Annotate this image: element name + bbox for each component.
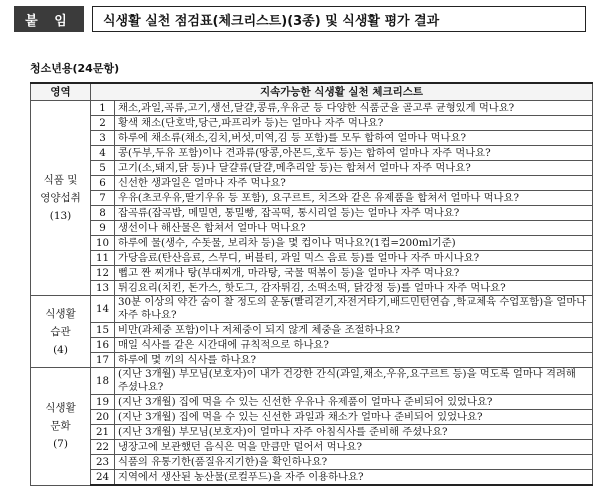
item-number: 4 [91,146,115,161]
item-text: (지난 3개월) 집에 먹을 수 있는 신선한 과일과 채소가 얼마나 준비되어 있었나요? [115,410,593,425]
item-number: 15 [91,323,115,338]
item-text: (지난 3개월) 집에 먹을 수 있는 신선한 우유나 유제품이 얼마나 준비되어 있었나요? [115,395,593,410]
item-text: (지난 3개월) 부모님(보호자)이 내가 건강한 간식(과일,채소,우유,요구르트 등)을 먹도록 얼마나 격려해 주셨나요? [115,368,593,395]
item-number: 18 [91,368,115,395]
item-text: 30분 이상의 약간 숨이 찰 정도의 운동(빨리걷기,자전거타기,배드민턴연습 ,학교체육 수업포함)을 얼마나 자주 하나요? [115,296,593,323]
table-row [31,221,593,236]
table-row [31,191,593,206]
checklist-body [31,101,593,486]
item-number: 3 [91,131,115,146]
table-row [31,455,593,470]
checklist-table [30,82,593,486]
document-title: 식생활 실천 점검표(체크리스트)(3종) 및 식생활 평가 결과 [92,6,586,32]
item-text: 채소,과일,곡류,고기,생선,달걀,콩류,우유군 등 다양한 식품군을 골고루 균형있게 먹나요? [115,101,593,116]
item-number: 19 [91,395,115,410]
category-line: (7) [53,438,68,451]
item-text: 냉장고에 보관했던 음식은 먹을 만큼만 덜어서 먹나요? [115,440,593,455]
category-line: (4) [53,343,68,356]
category-cell [31,101,91,296]
attachment-tag: 붙 임 [14,6,84,32]
item-number: 2 [91,116,115,131]
area-column-header: 영역 [31,83,91,101]
table-row [31,161,593,176]
table-row [31,410,593,425]
item-text: 튀김요리(치킨, 돈가스, 핫도그, 감자튀김, 소떡소떡, 닭강정 등)를 얼마나 자주 먹나요? [115,281,593,296]
item-number: 14 [91,296,115,323]
table-row [31,338,593,353]
document-header [14,6,588,36]
item-number: 7 [91,191,115,206]
item-text: 매일 식사를 같은 시간대에 규칙적으로 하나요? [115,338,593,353]
section-subtitle: 청소년용(24문항) [30,62,120,75]
table-row [31,266,593,281]
table-header-row [31,83,593,101]
table-row [31,440,593,455]
item-text: 하루에 몇 끼의 식사를 하나요? [115,353,593,368]
item-text: (지난 3개월) 부모님(보호자)이 얼마나 자주 아침식사를 준비해 주셨나요? [115,425,593,440]
table-row [31,395,593,410]
table-row [31,470,593,486]
category-line: 식품 및 [43,174,78,186]
category-line: 습관 [50,325,71,338]
item-number: 11 [91,251,115,266]
table-row [31,101,593,116]
item-text: 황색 채소(단호박,당근,파프리카 등)는 얼마나 자주 먹나요? [115,116,593,131]
item-text: 가당음료(탄산음료, 스무디, 버블티, 과일 믹스 음료 등)를 얼마나 자주 마시나요? [115,251,593,266]
table-row [31,251,593,266]
item-text: 생선이나 해산물은 합쳐서 얼마나 먹나요? [115,221,593,236]
item-number: 8 [91,206,115,221]
table-row [31,146,593,161]
item-number: 5 [91,161,115,176]
item-number: 21 [91,425,115,440]
category-cell [31,296,91,368]
table-row [31,206,593,221]
item-number: 6 [91,176,115,191]
item-text: 잡곡류(잡곡밥, 메밀면, 통밀빵, 잡곡떡, 통시리얼 등)는 얼마나 자주 먹나요? [115,206,593,221]
item-number: 23 [91,455,115,470]
item-text: 하루에 채소류(채소,김치,버섯,미역,김 등 포함)를 모두 합하여 얼마나 먹나요? [115,131,593,146]
category-line: (13) [49,210,72,222]
category-line: 식생활 [45,307,76,320]
item-text: 콩(두부,두유 포함)이나 견과류(땅콩,아몬드,호두 등)는 합하여 얼마나 자주 먹나요? [115,146,593,161]
table-row [31,281,593,296]
category-cell [31,368,91,486]
table-row [31,296,593,323]
category-line: 영양섭취 [40,192,81,204]
item-text: 하루에 물(생수, 수돗물, 보리차 등)을 몇 컵이나 먹나요?(1컵=200ml기준) [115,236,593,251]
category-line: 문화 [50,420,71,433]
item-number: 20 [91,410,115,425]
checklist-column-header: 지속가능한 식생활 실천 체크리스트 [91,83,593,101]
item-number: 22 [91,440,115,455]
table-row [31,353,593,368]
item-number: 10 [91,236,115,251]
table-row [31,176,593,191]
item-text: 신선한 생과일은 얼마나 자주 먹나요? [115,176,593,191]
item-text: 고기(소,돼지,닭 등)나 달걀류(달걀,메추리알 등)는 합쳐서 얼마나 자주 먹나요? [115,161,593,176]
item-text: 뻡고 짠 찌개나 탕(부대찌개, 마라탕, 국물 떡볶이 등)을 얼마나 자주 먹나요? [115,266,593,281]
item-text: 지역에서 생산된 농산물(로컬푸드)을 자주 이용하나요? [115,470,593,486]
item-number: 1 [91,101,115,116]
item-text: 식품의 유통기한(품질유지기한)을 확인하나요? [115,455,593,470]
item-number: 16 [91,338,115,353]
table-row [31,131,593,146]
item-text: 비만(과체중 포함)이나 저체중이 되지 않게 체중을 조절하나요? [115,323,593,338]
table-row [31,116,593,131]
item-number: 13 [91,281,115,296]
table-row [31,425,593,440]
table-row [31,236,593,251]
table-row [31,368,593,395]
item-text: 우유(초코우유,딸기우유 등 포함), 요구르트, 치즈와 같은 유제품을 합쳐서 얼마나 먹나요? [115,191,593,206]
item-number: 9 [91,221,115,236]
table-row [31,323,593,338]
item-number: 24 [91,470,115,486]
item-number: 17 [91,353,115,368]
item-number: 12 [91,266,115,281]
category-line: 식생활 [45,402,76,415]
